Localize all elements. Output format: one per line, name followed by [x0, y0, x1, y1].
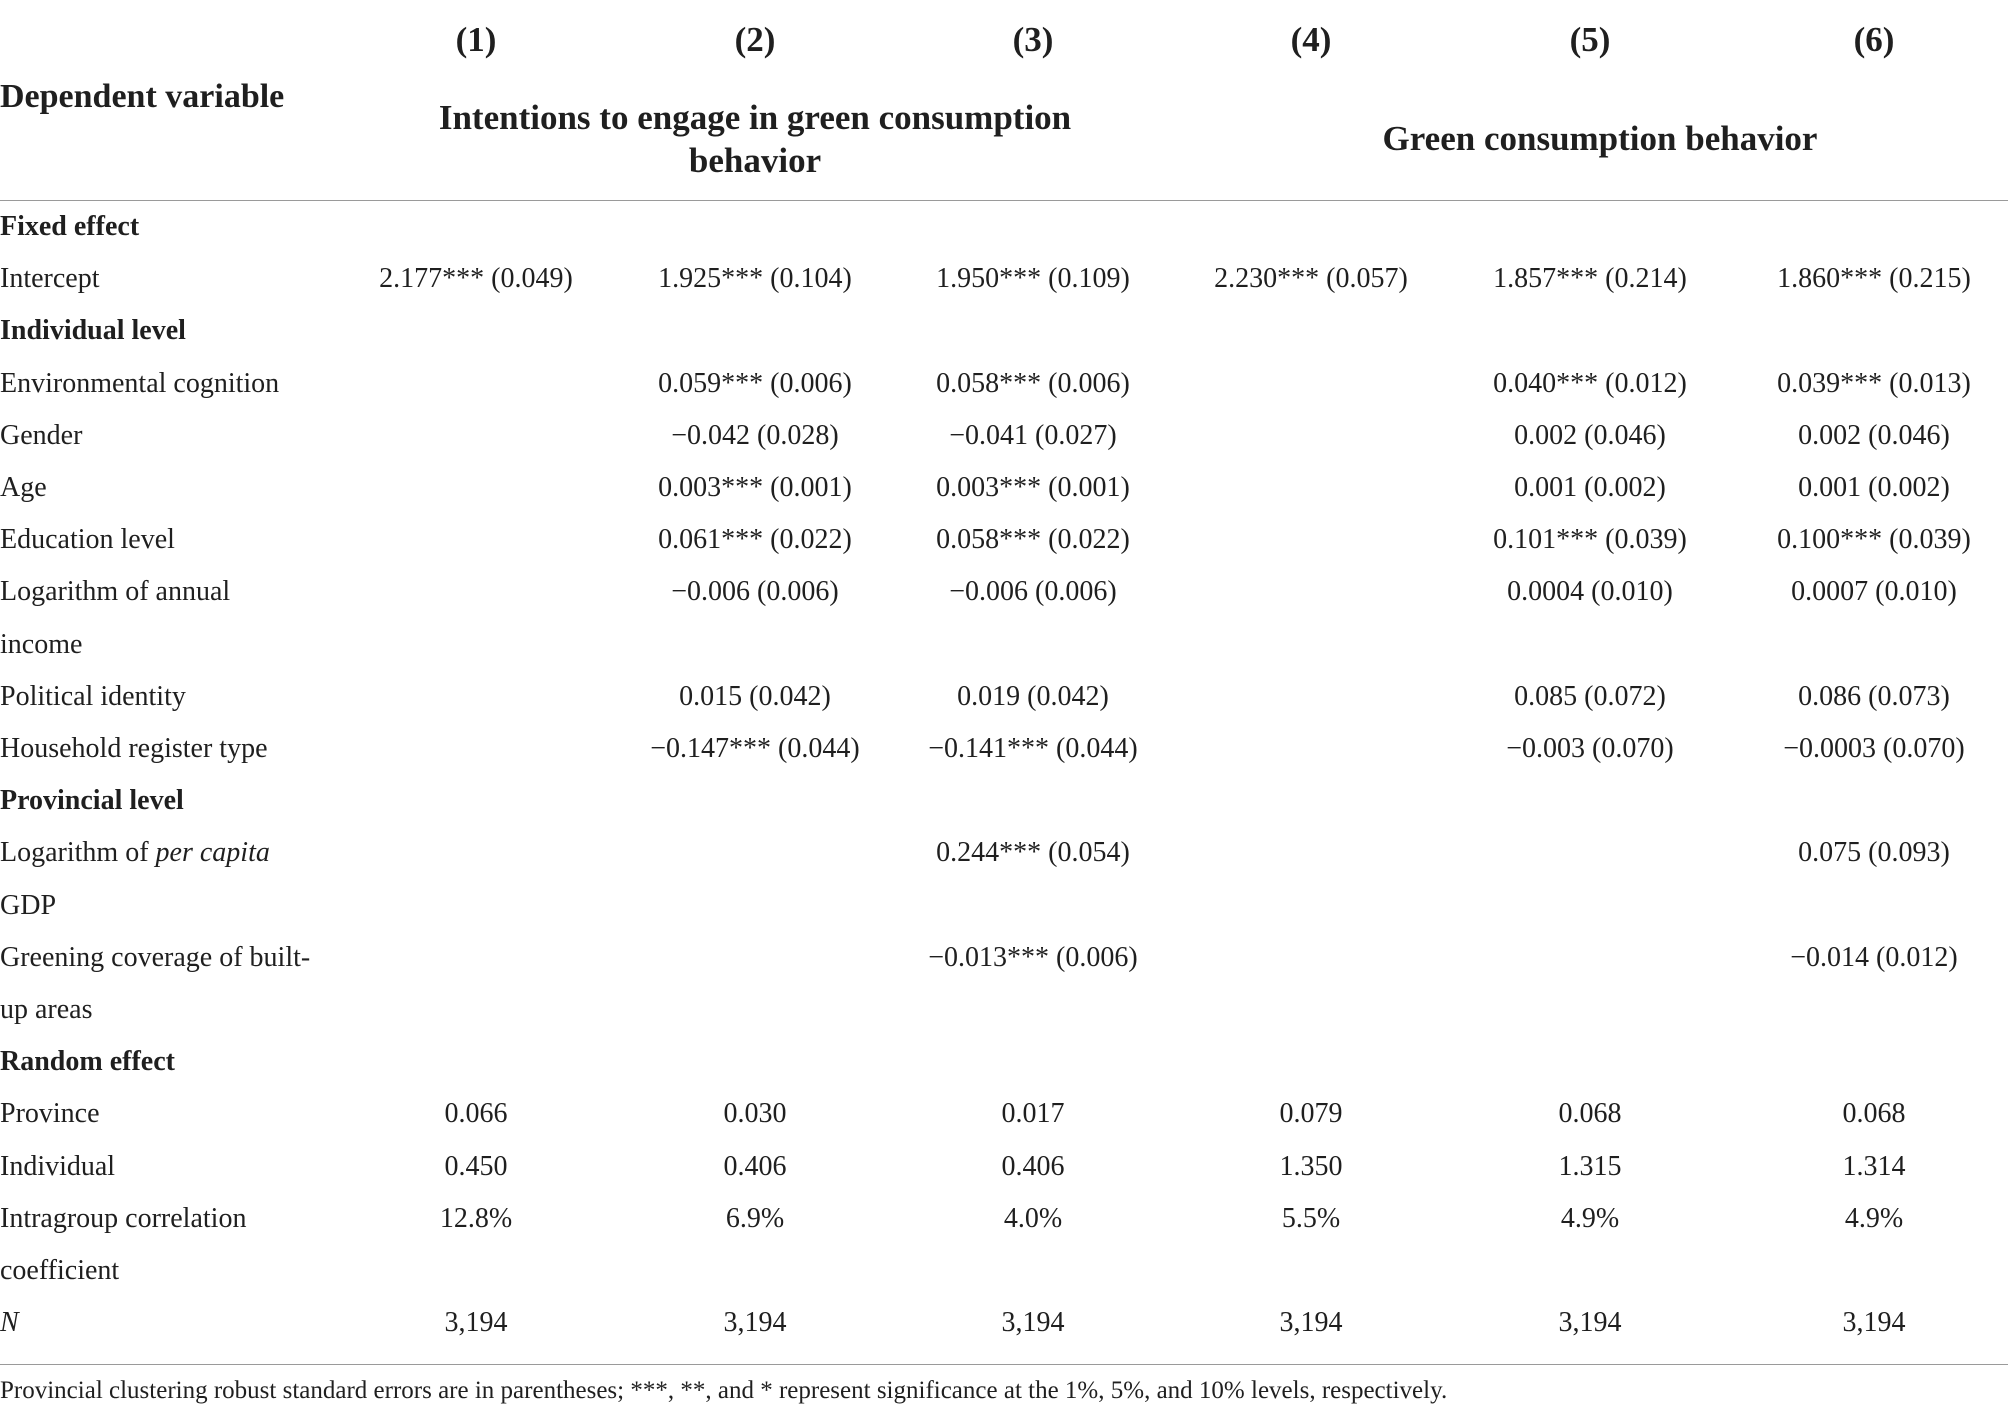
row-label-text: coefficient: [0, 1255, 120, 1286]
row-label: [0, 671, 186, 723]
table-cell: 0.003*** (0.001): [936, 472, 1130, 503]
table-cell: 4.0%: [1003, 1202, 1063, 1234]
table-cell: 0.244*** (0.054): [936, 837, 1130, 869]
row-label-text: Gender: [0, 419, 83, 451]
table-cell: 1.350: [1279, 1150, 1343, 1182]
row-label: [0, 410, 82, 462]
table-row: [0, 671, 2008, 723]
table-row: [0, 827, 2008, 879]
table-cell: 4.9%: [1560, 1202, 1620, 1234]
row-label-text: Logarithm of: [0, 837, 156, 869]
column-number-6: (6): [1853, 20, 1895, 59]
row-label: [0, 1141, 115, 1193]
row-label-text: Fixed effect: [0, 211, 140, 242]
table-cell: 0.002 (0.046): [1514, 419, 1666, 451]
table-cell: 0.406: [723, 1150, 787, 1182]
table-row: [0, 619, 2008, 671]
table-cell: 3,194: [723, 1307, 787, 1339]
table-row: [0, 566, 2008, 618]
table-cell: 0.017: [1001, 1098, 1065, 1130]
table-cell: 0.030: [723, 1098, 787, 1130]
table-cell: 0.002 (0.046): [1798, 419, 1950, 451]
row-label-text: Province: [0, 1098, 100, 1130]
table-cell: 0.040*** (0.012): [1493, 367, 1687, 399]
row-label: [0, 462, 47, 514]
row-label-text: Greening coverage of built-: [0, 941, 311, 973]
table-row: [0, 1193, 2008, 1245]
table-cell: 5.5%: [1281, 1202, 1341, 1234]
group-title-intentions: [380, 96, 1130, 182]
column-number-4: (4): [1290, 20, 1332, 59]
row-label: [0, 1088, 100, 1140]
column-number-3: (3): [1012, 20, 1054, 59]
table-row: [0, 1245, 2008, 1297]
row-label-text: Household register type: [0, 733, 268, 764]
table-cell: 3,194: [1001, 1307, 1065, 1339]
table-cell: 0.061*** (0.022): [658, 524, 852, 556]
table-cell: 0.0007 (0.010): [1791, 576, 1957, 608]
row-label: [0, 1245, 119, 1297]
table-row: [0, 775, 2008, 827]
table-cell: 0.066: [444, 1098, 508, 1130]
table-row: [0, 1088, 2008, 1140]
row-label: [0, 358, 279, 410]
table-cell: 0.039*** (0.013): [1777, 367, 1971, 399]
table-row: [0, 1141, 2008, 1193]
table-cell: 0.003*** (0.001): [658, 472, 852, 503]
table-cell: 0.058*** (0.022): [936, 524, 1130, 556]
table-cell: 0.068: [1558, 1098, 1622, 1130]
table-cell: −0.042 (0.028): [671, 419, 839, 451]
row-label: [0, 201, 139, 253]
row-label: [0, 880, 56, 932]
table-cell: 3,194: [1842, 1307, 1906, 1339]
row-label: [0, 984, 93, 1036]
row-label: [0, 775, 184, 827]
row-label: [0, 253, 100, 305]
table-row: [0, 462, 2008, 514]
table-cell: 3,194: [1279, 1307, 1343, 1339]
table-cell: 0.075 (0.093): [1798, 837, 1950, 869]
table-cell: 1.950*** (0.109): [936, 263, 1130, 295]
table-row: [0, 984, 2008, 1036]
row-label: [0, 305, 186, 357]
row-label-text: N: [0, 1307, 19, 1339]
dependent-variable-label: Dependent variable: [0, 78, 285, 115]
table-row: [0, 253, 2008, 305]
table-cell: 0.0004 (0.010): [1507, 576, 1673, 608]
row-label-text: Individual: [0, 1150, 116, 1182]
row-label-text: GDP: [0, 889, 57, 921]
table-row: [0, 305, 2008, 357]
table-cell: −0.013*** (0.006): [928, 941, 1138, 973]
table-cell: 2.177*** (0.049): [379, 263, 573, 295]
table-cell: 1.314: [1842, 1150, 1906, 1182]
column-number-5: (5): [1569, 20, 1611, 59]
table-row: [0, 880, 2008, 932]
row-label: [0, 1193, 246, 1245]
table-cell: 1.925*** (0.104): [658, 263, 852, 295]
table-cell: 1.857*** (0.214): [1493, 263, 1687, 295]
table-note: Provincial clustering robust standard errors are in parentheses; ***, **, and * represent significance at the 1%, 5%, and 10% levels, respectively.: [0, 1377, 1448, 1404]
row-label-italic-text: per capita: [155, 837, 270, 869]
table-row: [0, 514, 2008, 566]
footer-rule: [0, 1364, 2008, 1365]
row-label-text: Age: [0, 472, 47, 503]
table-cell: 0.086 (0.073): [1798, 680, 1950, 712]
row-label: [0, 827, 270, 879]
row-label-text: Education level: [0, 524, 175, 556]
table-cell: 6.9%: [725, 1202, 785, 1234]
column-number-2: (2): [734, 20, 776, 59]
group-title-behavior: Green consumption behavior: [1382, 119, 1818, 158]
row-label-text: Environmental cognition: [0, 367, 280, 399]
table-row: [0, 201, 2008, 253]
table-row: [0, 932, 2008, 984]
table-cell: 0.068: [1842, 1098, 1906, 1130]
table-cell: 0.059*** (0.006): [658, 367, 852, 399]
row-label: [0, 723, 268, 775]
table-cell: 3,194: [1558, 1307, 1622, 1339]
row-label: [0, 514, 175, 566]
row-label-text: Individual level: [0, 315, 186, 347]
group-title-intentions-line1: Intentions to engage in green consumption: [438, 98, 1072, 137]
table-cell: −0.0003 (0.070): [1783, 733, 1965, 764]
table-cell: 0.058*** (0.006): [936, 367, 1130, 399]
table-cell: 4.9%: [1844, 1202, 1904, 1234]
row-label: [0, 1036, 175, 1088]
table-cell: 0.019 (0.042): [957, 680, 1109, 712]
table-cell: −0.006 (0.006): [949, 576, 1117, 608]
table-cell: 1.860*** (0.215): [1777, 263, 1971, 295]
group-title-intentions-line2: behavior: [688, 141, 822, 180]
row-label-text: Intercept: [0, 263, 100, 295]
table-cell: −0.006 (0.006): [671, 576, 839, 608]
row-label: [0, 619, 82, 671]
row-label-text: Political identity: [0, 680, 186, 712]
table-row: [0, 410, 2008, 462]
row-label-text: Random effect: [0, 1046, 175, 1078]
row-label-text: Provincial level: [0, 785, 184, 817]
table-row: [0, 723, 2008, 775]
table-cell: 0.001 (0.002): [1798, 472, 1950, 503]
table-cell: 0.015 (0.042): [679, 680, 831, 712]
table-cell: −0.041 (0.027): [949, 419, 1117, 451]
row-label: [0, 1297, 19, 1349]
row-label: [0, 932, 310, 984]
table-cell: 1.315: [1558, 1150, 1622, 1182]
column-number-1: (1): [455, 20, 497, 59]
table-cell: 0.450: [444, 1150, 508, 1182]
table-cell: 0.101*** (0.039): [1493, 524, 1687, 556]
table-cell: −0.003 (0.070): [1506, 733, 1674, 764]
table-cell: −0.141*** (0.044): [928, 733, 1138, 764]
table-cell: 0.079: [1279, 1098, 1343, 1130]
row-label-text: Intragroup correlation: [0, 1202, 247, 1234]
table-cell: −0.014 (0.012): [1790, 941, 1958, 973]
table-cell: 3,194: [444, 1307, 508, 1339]
table-row: [0, 1297, 2008, 1349]
table-row: [0, 1036, 2008, 1088]
table-cell: −0.147*** (0.044): [650, 733, 860, 764]
table-cell: 0.001 (0.002): [1514, 472, 1666, 503]
row-label: [0, 566, 230, 618]
table-cell: 0.406: [1001, 1150, 1065, 1182]
row-label-text: up areas: [0, 994, 93, 1025]
table-cell: 2.230*** (0.057): [1214, 263, 1408, 295]
row-label-text: Logarithm of annual: [0, 576, 231, 608]
row-label-text: income: [0, 628, 83, 660]
table-row: [0, 358, 2008, 410]
table-cell: 12.8%: [439, 1202, 513, 1234]
table-cell: 0.085 (0.072): [1514, 680, 1666, 712]
table-cell: 0.100*** (0.039): [1777, 524, 1971, 556]
